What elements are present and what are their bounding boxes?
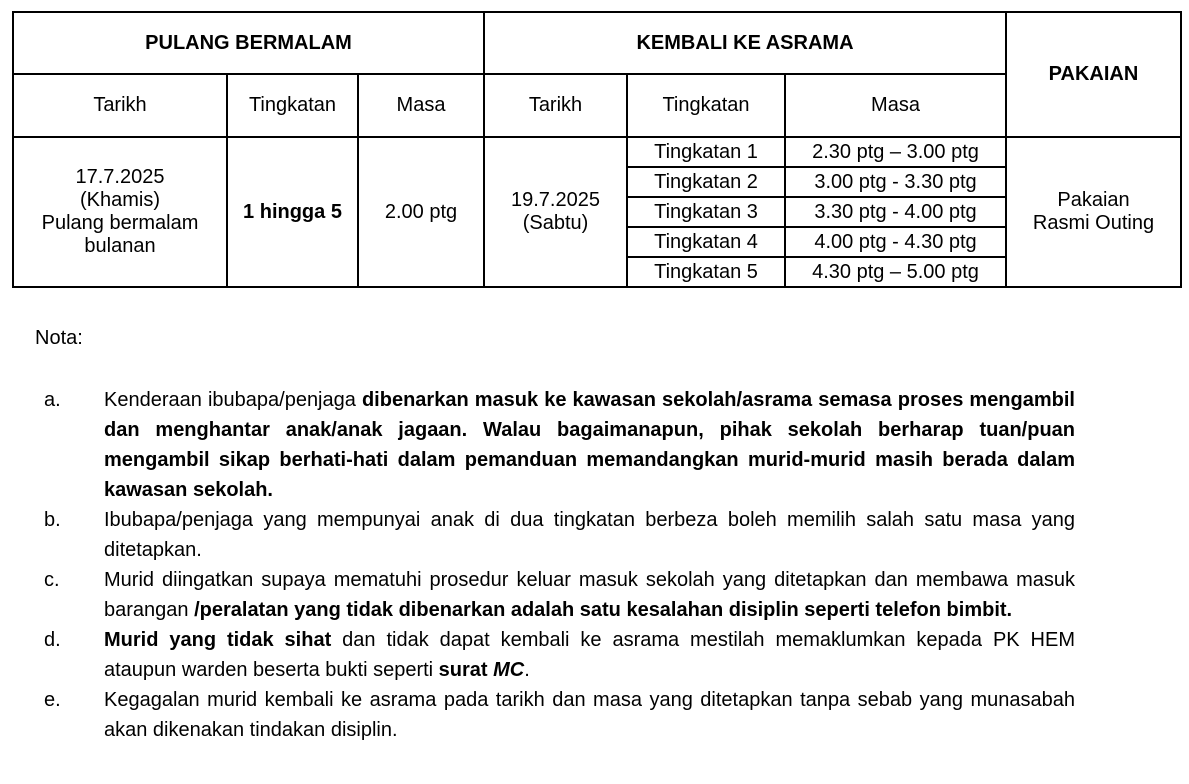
pulang-tarikh-header: Tarikh [13, 74, 227, 137]
pulang-day: (Khamis) [79, 189, 160, 211]
kembali-tingkatan-cell: Tingkatan 4 [627, 227, 785, 257]
pulang-masa-cell: 2.00 ptg [358, 137, 484, 287]
note-letter: c. [44, 569, 60, 591]
note-text [104, 385, 1075, 505]
kembali-tingkatan-header: Tingkatan [627, 74, 785, 137]
kembali-masa-cell: 4.30 ptg – 5.00 ptg [785, 257, 1006, 287]
kembali-tingkatan-cell: Tingkatan 2 [627, 167, 785, 197]
pulang-masa-header: Masa [358, 74, 484, 137]
kembali-masa-cell: 2.30 ptg – 3.00 ptg [785, 137, 1006, 167]
note-plain-text: . [524, 659, 530, 681]
kembali-masa-cell: 3.30 ptg - 4.00 ptg [785, 197, 1006, 227]
note-bold-text: Murid yang tidak sihat [104, 629, 332, 651]
pulang-desc-line-2: bulanan [84, 235, 156, 257]
note-a [44, 385, 1075, 505]
note-d [44, 625, 1075, 685]
pakaian-cell [1006, 137, 1181, 287]
schedule-table [12, 11, 1182, 288]
note-text [104, 565, 1075, 625]
kembali-masa-header: Masa [785, 74, 1006, 137]
pakaian-line-1: Pakaian [1057, 189, 1130, 211]
note-bold-text: surat [438, 659, 494, 681]
pulang-tingkatan-cell: 1 hingga 5 [227, 137, 358, 287]
pakaian-line-2: Rasmi Outing [1032, 212, 1155, 234]
kembali-date: 19.7.2025 [511, 189, 600, 211]
pulang-bermalam-header: PULANG BERMALAM [13, 12, 484, 74]
note-text [104, 685, 1075, 745]
kembali-tarikh-header: Tarikh [484, 74, 627, 137]
note-letter: a. [44, 389, 61, 411]
kembali-tingkatan-cell: Tingkatan 5 [627, 257, 785, 287]
pakaian-header: PAKAIAN [1006, 12, 1181, 137]
note-text [104, 505, 1075, 565]
note-b [44, 505, 1075, 565]
note-text [104, 625, 1075, 685]
note-plain-text: Murid diingatkan supaya mematuhi prosedur keluar masuk sekolah yang ditetapkan dan membawa masuk barangan [104, 569, 1075, 621]
kembali-tingkatan-cell: Tingkatan 1 [627, 137, 785, 167]
note-plain-text: Kenderaan ibubapa/penjaga [104, 389, 362, 411]
pulang-desc-line-1: Pulang bermalam [41, 212, 199, 234]
kembali-tingkatan-cell: Tingkatan 3 [627, 197, 785, 227]
note-letter: b. [44, 509, 61, 531]
pulang-tarikh-cell [13, 137, 227, 287]
note-bold-text: dibenarkan masuk ke kawasan sekolah/asrama semasa proses mengambil dan menghantar anak/anak jagaan. Walau bagaimanapun, pihak sekolah berharap tuan/puan mengambil sikap berhati-hati dalam pemanduan memandangkan murid-murid masih berada dalam kawasan sekolah. [104, 389, 1075, 501]
note-letter: d. [44, 629, 61, 651]
note-e [44, 685, 1075, 745]
note-plain-text: dan tidak dapat kembali ke asrama mestilah memaklumkan kepada PK HEM ataupun warden beserta bukti seperti [104, 629, 1075, 681]
note-bold-text: /peralatan yang tidak dibenarkan adalah satu kesalahan disiplin seperti telefon bimbit. [194, 599, 1013, 621]
note-letter: e. [44, 689, 61, 711]
pulang-tingkatan-header: Tingkatan [227, 74, 358, 137]
note-plain-text: Ibubapa/penjaga yang mempunyai anak di dua tingkatan berbeza boleh memilih salah satu masa yang ditetapkan. [104, 509, 1075, 561]
note-bold-italic-text: MC [493, 659, 525, 681]
kembali-masa-cell: 4.00 ptg - 4.30 ptg [785, 227, 1006, 257]
kembali-day: (Sabtu) [522, 212, 589, 234]
kembali-masa-cell: 3.00 ptg - 3.30 ptg [785, 167, 1006, 197]
pulang-date: 17.7.2025 [75, 166, 165, 188]
kembali-tarikh-cell [484, 137, 627, 287]
note-c [44, 565, 1075, 625]
note-plain-text: Kegagalan murid kembali ke asrama pada tarikh dan masa yang ditetapkan tanpa sebab yang munasabah akan dikenakan tindakan disiplin. [104, 689, 1075, 741]
notes-list [44, 385, 1075, 745]
nota-label: Nota: [35, 327, 83, 349]
kembali-ke-asrama-header: KEMBALI KE ASRAMA [484, 12, 1006, 74]
